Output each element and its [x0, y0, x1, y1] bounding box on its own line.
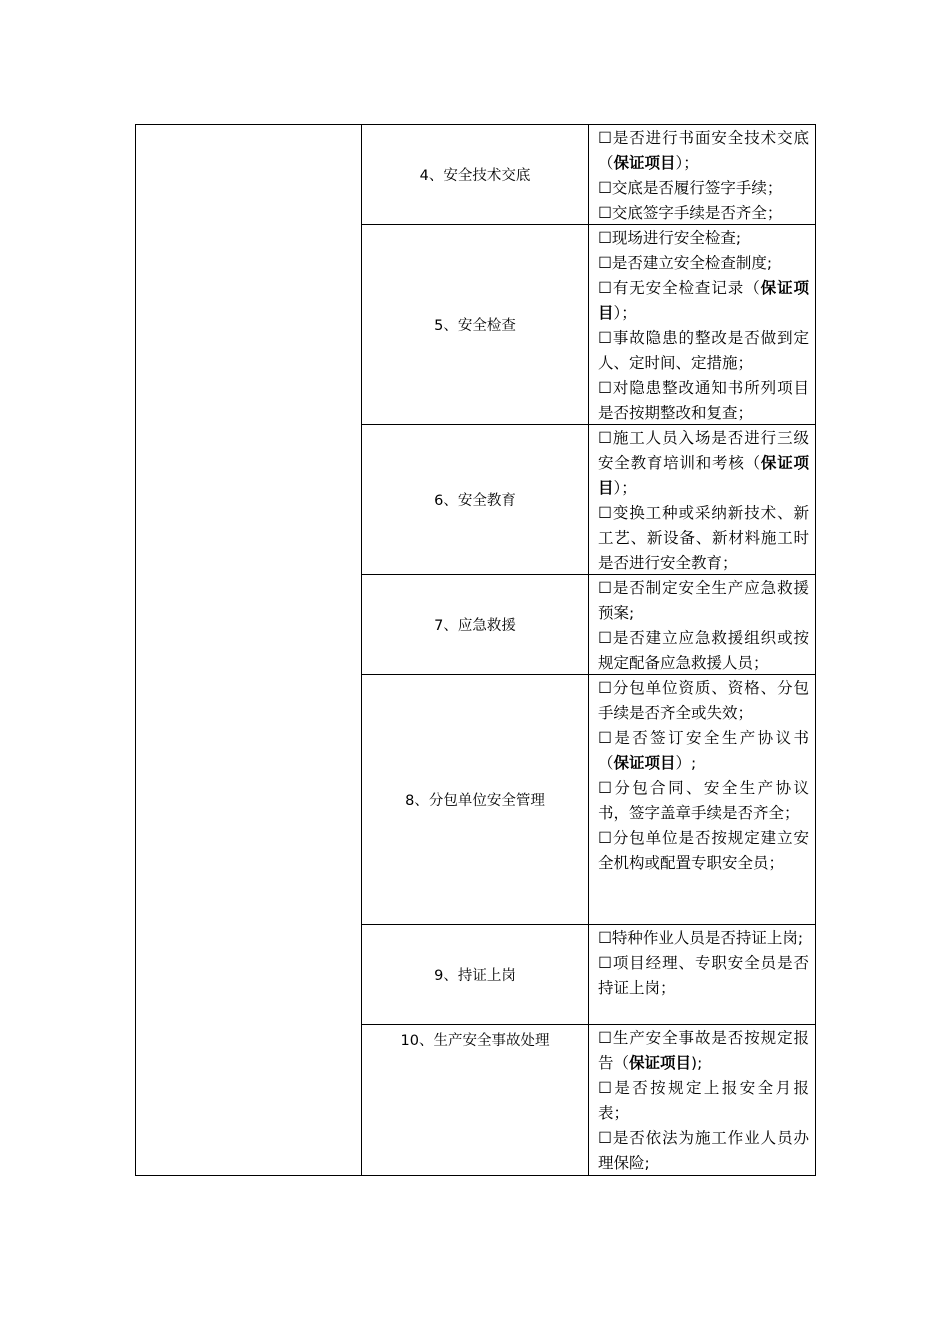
item-cell: 6、安全教育 — [362, 425, 589, 574]
check-line: ☐有无安全检查记录（保证项目）； — [598, 279, 809, 322]
check-line: ☐交底签字手续是否齐全； — [598, 204, 783, 222]
checks-cell — [589, 675, 815, 924]
item-cell: 7、应急救援 — [362, 575, 589, 674]
item-cell: 9、持证上岗 — [362, 925, 589, 1024]
inspection-table — [135, 124, 816, 1176]
check-line: ☐事故隐患的整改是否做到定人、定时间、定措施； — [598, 329, 809, 372]
table-row — [362, 225, 815, 425]
table-row — [362, 675, 815, 925]
check-line: ☐是否进行书面安全技术交底（保证项目）； — [598, 129, 809, 172]
check-line: ☐分包单位是否按规定建立安全机构或配置专职安全员； — [598, 829, 809, 872]
check-line: ☐是否依法为施工作业人员办理保险; — [598, 1129, 809, 1172]
check-line: ☐特种作业人员是否持证上岗; — [598, 929, 804, 947]
check-line: ☐现场进行安全检查; — [598, 229, 742, 247]
table-row — [362, 575, 815, 675]
category-cell — [136, 125, 362, 1175]
check-line: ☐分包合同、安全生产协议书，签字盖章手续是否齐全； — [598, 779, 809, 822]
check-line: ☐是否按规定上报安全月报表； — [598, 1079, 809, 1122]
item-cell: 8、分包单位安全管理 — [362, 675, 589, 924]
check-line: ☐施工人员入场是否进行三级安全教育培训和考核（保证项目）； — [598, 429, 809, 497]
table-row — [362, 1025, 815, 1175]
guarantee-tag: 保证项目 — [629, 1054, 692, 1072]
checks-cell — [589, 425, 815, 574]
check-line: ☐生产安全事故是否按规定报告（保证项目); — [598, 1029, 809, 1072]
check-line: ☐交底是否履行签字手续； — [598, 179, 783, 197]
guarantee-tag: 保证项目 — [598, 279, 809, 322]
guarantee-tag: 保证项目 — [613, 754, 676, 772]
table-row — [362, 125, 815, 225]
check-line: ☐是否签订安全生产协议书（保证项目）; — [598, 729, 809, 772]
checks-cell — [589, 1025, 815, 1175]
item-cell: 10、生产安全事故处理 — [362, 1025, 589, 1175]
item-cell: 5、安全检查 — [362, 225, 589, 424]
check-line: ☐分包单位资质、资格、分包手续是否齐全或失效； — [598, 679, 809, 722]
guarantee-tag: 保证项目 — [598, 454, 809, 497]
checks-cell — [589, 225, 815, 424]
check-line: ☐对隐患整改通知书所列项目是否按期整改和复查； — [598, 379, 809, 422]
table-row — [362, 925, 815, 1025]
check-line: ☐变换工种或采纳新技术、新工艺、新设备、新材料施工时是否进行安全教育； — [598, 504, 809, 572]
checks-cell — [589, 925, 815, 1024]
check-line: ☐是否建立应急救援组织或按规定配备应急救援人员； — [598, 629, 809, 672]
check-line: ☐是否制定安全生产应急救援预案; — [598, 579, 809, 622]
checks-cell — [589, 575, 815, 674]
check-line: ☐是否建立安全检查制度; — [598, 254, 773, 272]
checks-cell — [589, 125, 815, 224]
item-cell: 4、安全技术交底 — [362, 125, 589, 224]
table-row — [362, 425, 815, 575]
check-line: ☐项目经理、专职安全员是否持证上岗； — [598, 954, 809, 997]
guarantee-tag: 保证项目 — [613, 154, 676, 172]
